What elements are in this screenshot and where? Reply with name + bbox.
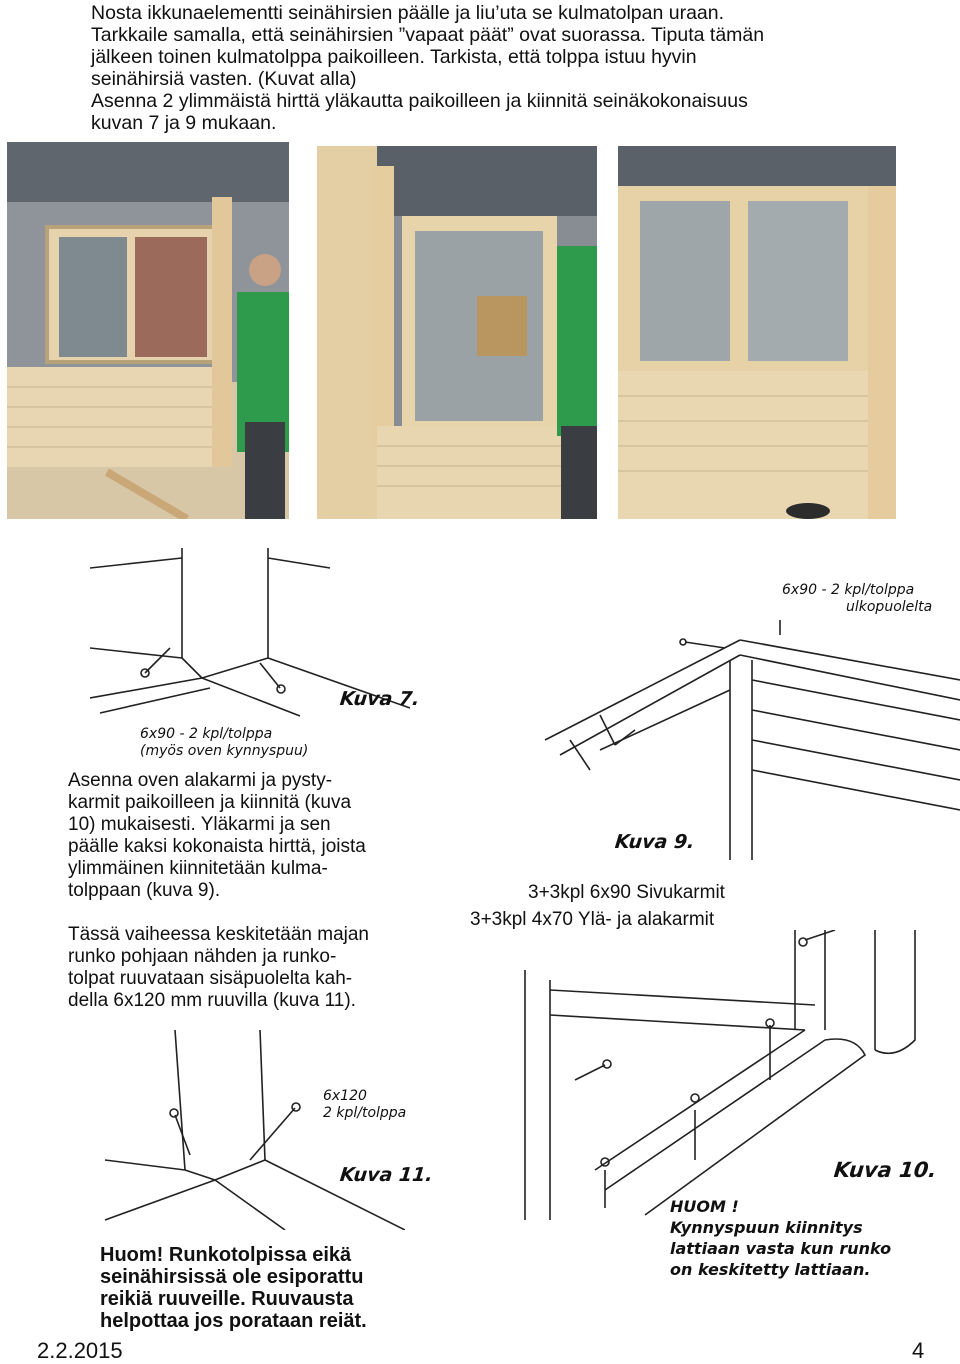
instructions-paragraph-2 xyxy=(68,924,369,1012)
kuva11-caption: Kuva 11. xyxy=(338,1164,434,1186)
kuva7-note-line: 6x90 - 2 kpl/tolppa xyxy=(140,726,273,742)
intro-line: Nosta ikkunaelementti seinähirsien päälle ja liu’uta se kulmatolpan uraan. xyxy=(91,2,725,24)
kuva9-caption: Kuva 9. xyxy=(613,831,696,853)
instruction-line: ylimmäinen kiinnitetään kulma- xyxy=(68,858,328,879)
intro-line: Asenna 2 ylimmäistä hirttä yläkautta paikoilleen ja kiinnitä seinäkokonaisuus xyxy=(91,90,748,112)
warning-line: helpottaa jos porataan reiät. xyxy=(100,1310,367,1332)
instruction-line: tolpat ruuvataan sisäpuolelta kah- xyxy=(68,968,353,989)
parts-line-2: 3+3kpl 4x70 Ylä- ja alakarmit xyxy=(470,909,715,930)
kuva9-drawing xyxy=(540,620,960,860)
footer-date: 2.2.2015 xyxy=(37,1338,123,1363)
intro-line: kuvan 7 ja 9 mukaan. xyxy=(91,112,277,134)
kuva10-note xyxy=(670,1196,891,1280)
intro-text xyxy=(91,2,931,134)
warning-line: Huom! Runkotolpissa eikä xyxy=(100,1244,352,1266)
instruction-line: della 6x120 mm ruuvilla (kuva 11). xyxy=(68,990,356,1011)
instruction-line: päälle kaksi kokonaista hirttä, joista xyxy=(68,836,366,857)
page-number: 4 xyxy=(912,1338,925,1363)
instruction-line: Asenna oven alakarmi ja pysty- xyxy=(68,770,333,791)
parts-line-1: 3+3kpl 6x90 Sivukarmit xyxy=(528,882,725,903)
kuva11-drawing xyxy=(85,1030,405,1230)
kuva11-note-line: 2 kpl/tolppa xyxy=(323,1105,407,1121)
kuva9-note xyxy=(782,582,932,616)
instructions-paragraph-1 xyxy=(68,770,366,902)
warning-line: reikiä ruuveille. Ruuvausta xyxy=(100,1288,354,1310)
kuva7-note xyxy=(140,726,308,760)
warning-text xyxy=(100,1244,367,1332)
kuva7-caption: Kuva 7. xyxy=(338,688,421,710)
kuva9-note-line: ulkopuolelta xyxy=(846,599,933,615)
instruction-line: karmit paikoilleen ja kiinnitä (kuva xyxy=(68,792,352,813)
kuva10-note-line: Kynnyspuun kiinnitys xyxy=(670,1218,863,1237)
intro-line: jälkeen toinen kulmatolppa paikoilleen. Tarkista, että tolppa istuu hyvin xyxy=(91,46,697,68)
kuva10-note-line: lattiaan vasta kun runko xyxy=(670,1239,892,1258)
warning-line: seinähirsissä ole esiporattu xyxy=(100,1266,364,1288)
photo-window-install-3 xyxy=(618,146,896,519)
instruction-line: tolppaan (kuva 9). xyxy=(68,880,221,901)
kuva10-note-line: on keskitetty lattiaan. xyxy=(670,1260,871,1279)
kuva9-note-line: 6x90 - 2 kpl/tolppa xyxy=(782,582,915,598)
instruction-line: Tässä vaiheessa keskitetään majan xyxy=(68,924,369,945)
kuva11-note-line: 6x120 xyxy=(323,1088,367,1104)
instruction-line: 10) mukaisesti. Yläkarmi ja sen xyxy=(68,814,331,835)
kuva11-note xyxy=(323,1088,406,1122)
instruction-line: runko pohjaan nähden ja runko- xyxy=(68,946,337,967)
photo-window-install-1 xyxy=(7,142,289,519)
photo-window-install-2 xyxy=(317,146,597,519)
intro-line: Tarkkaile samalla, että seinähirsien ”vapaat päät” ovat suorassa. Tiputa tämän xyxy=(91,24,765,46)
intro-line: seinähirsiä vasten. (Kuvat alla) xyxy=(91,68,357,90)
kuva10-caption: Kuva 10. xyxy=(832,1158,938,1182)
kuva10-note-line: HUOM ! xyxy=(670,1197,739,1216)
kuva7-note-line: (myös oven kynnyspuu) xyxy=(140,743,309,759)
